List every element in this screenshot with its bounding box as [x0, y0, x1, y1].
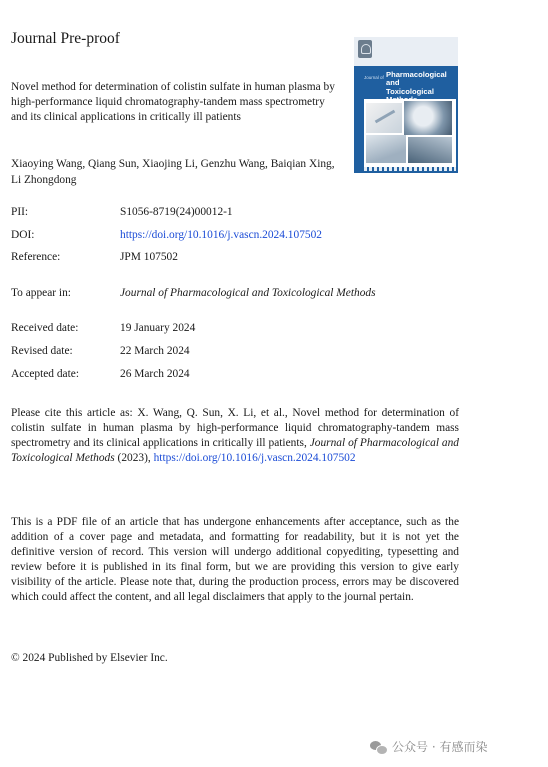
citation-paragraph [11, 406, 459, 466]
article-title: Novel method for determination of colistin sulfate in human plasma by high-performance liquid chromatography-tandem mass spectrometry and its clinical applications in critically ill patients [11, 81, 335, 123]
to-appear-value: Journal of Pharmacological and Toxicological Methods [120, 287, 376, 299]
citation-journal: Journal of Pharmacological and Toxicological Methods [11, 437, 459, 464]
cover-photo-1 [366, 103, 402, 133]
cover-photo-4 [408, 137, 452, 163]
watermark [370, 738, 487, 755]
pii-label: PII: [11, 206, 29, 218]
revised-date-value: 22 March 2024 [120, 345, 190, 357]
revised-date-label: Revised date: [11, 345, 73, 357]
wechat-icon [370, 740, 386, 754]
cover-photo-2 [404, 101, 452, 135]
cover-artwork [364, 99, 456, 167]
pii-value: S1056-8719(24)00012-1 [120, 206, 233, 218]
accepted-date-label: Accepted date: [11, 368, 79, 380]
copyright-line: © 2024 Published by Elsevier Inc. [11, 652, 168, 664]
article-authors: Xiaoying Wang, Qiang Sun, Xiaojing Li, Genzhu Wang, Baiqian Xing, Li Zhongdong [11, 158, 335, 186]
accepted-date-value: 26 March 2024 [120, 368, 190, 380]
doi-label: DOI: [11, 229, 35, 241]
cover-dot-strip [364, 167, 456, 171]
received-date-value: 19 January 2024 [120, 322, 196, 334]
doi-link[interactable]: https://doi.org/10.1016/j.vascn.2024.107502 [120, 229, 322, 241]
page-header: Journal Pre-proof [11, 30, 120, 47]
citation-year: (2023), [114, 452, 154, 464]
journal-cover-image [354, 37, 458, 173]
reference-value: JPM 107502 [120, 251, 178, 263]
reference-label: Reference: [11, 251, 61, 263]
received-date-label: Received date: [11, 322, 79, 334]
cover-photo-3 [366, 135, 406, 163]
to-appear-label: To appear in: [11, 287, 71, 299]
citation-doi-link[interactable]: https://doi.org/10.1016/j.vascn.2024.107502 [153, 452, 356, 464]
elsevier-logo-icon [358, 40, 372, 58]
citation-text: Please cite this article as: X. Wang, Q. Sun, X. Li, et al., Novel method for determination of colistin sulfate in human plasma by high-performance liquid chromatography-tandem mass spectrometry and its clinical applications in critically ill patients, [11, 407, 459, 449]
watermark-text: 公众号 · 有感而染 [392, 740, 488, 754]
cover-journal-line1: Pharmacological and [386, 70, 447, 88]
cover-small-journal: Journal of [364, 75, 384, 80]
notice-paragraph: This is a PDF file of an article that has undergone enhancements after acceptance, such as the addition of a cover page and metadata, and formatting for readability, but it is not yet the definitive version of record. This version will undergo additional copyediting, typesetting and review before it is published in its final form, but we are providing this version to give early visibility of the article. Please note that, during the production process, errors may be discovered which could affect the content, and all legal disclaimers that apply to the journal pertain. [11, 516, 459, 603]
cover-journal-line2: Toxicological [386, 86, 434, 96]
